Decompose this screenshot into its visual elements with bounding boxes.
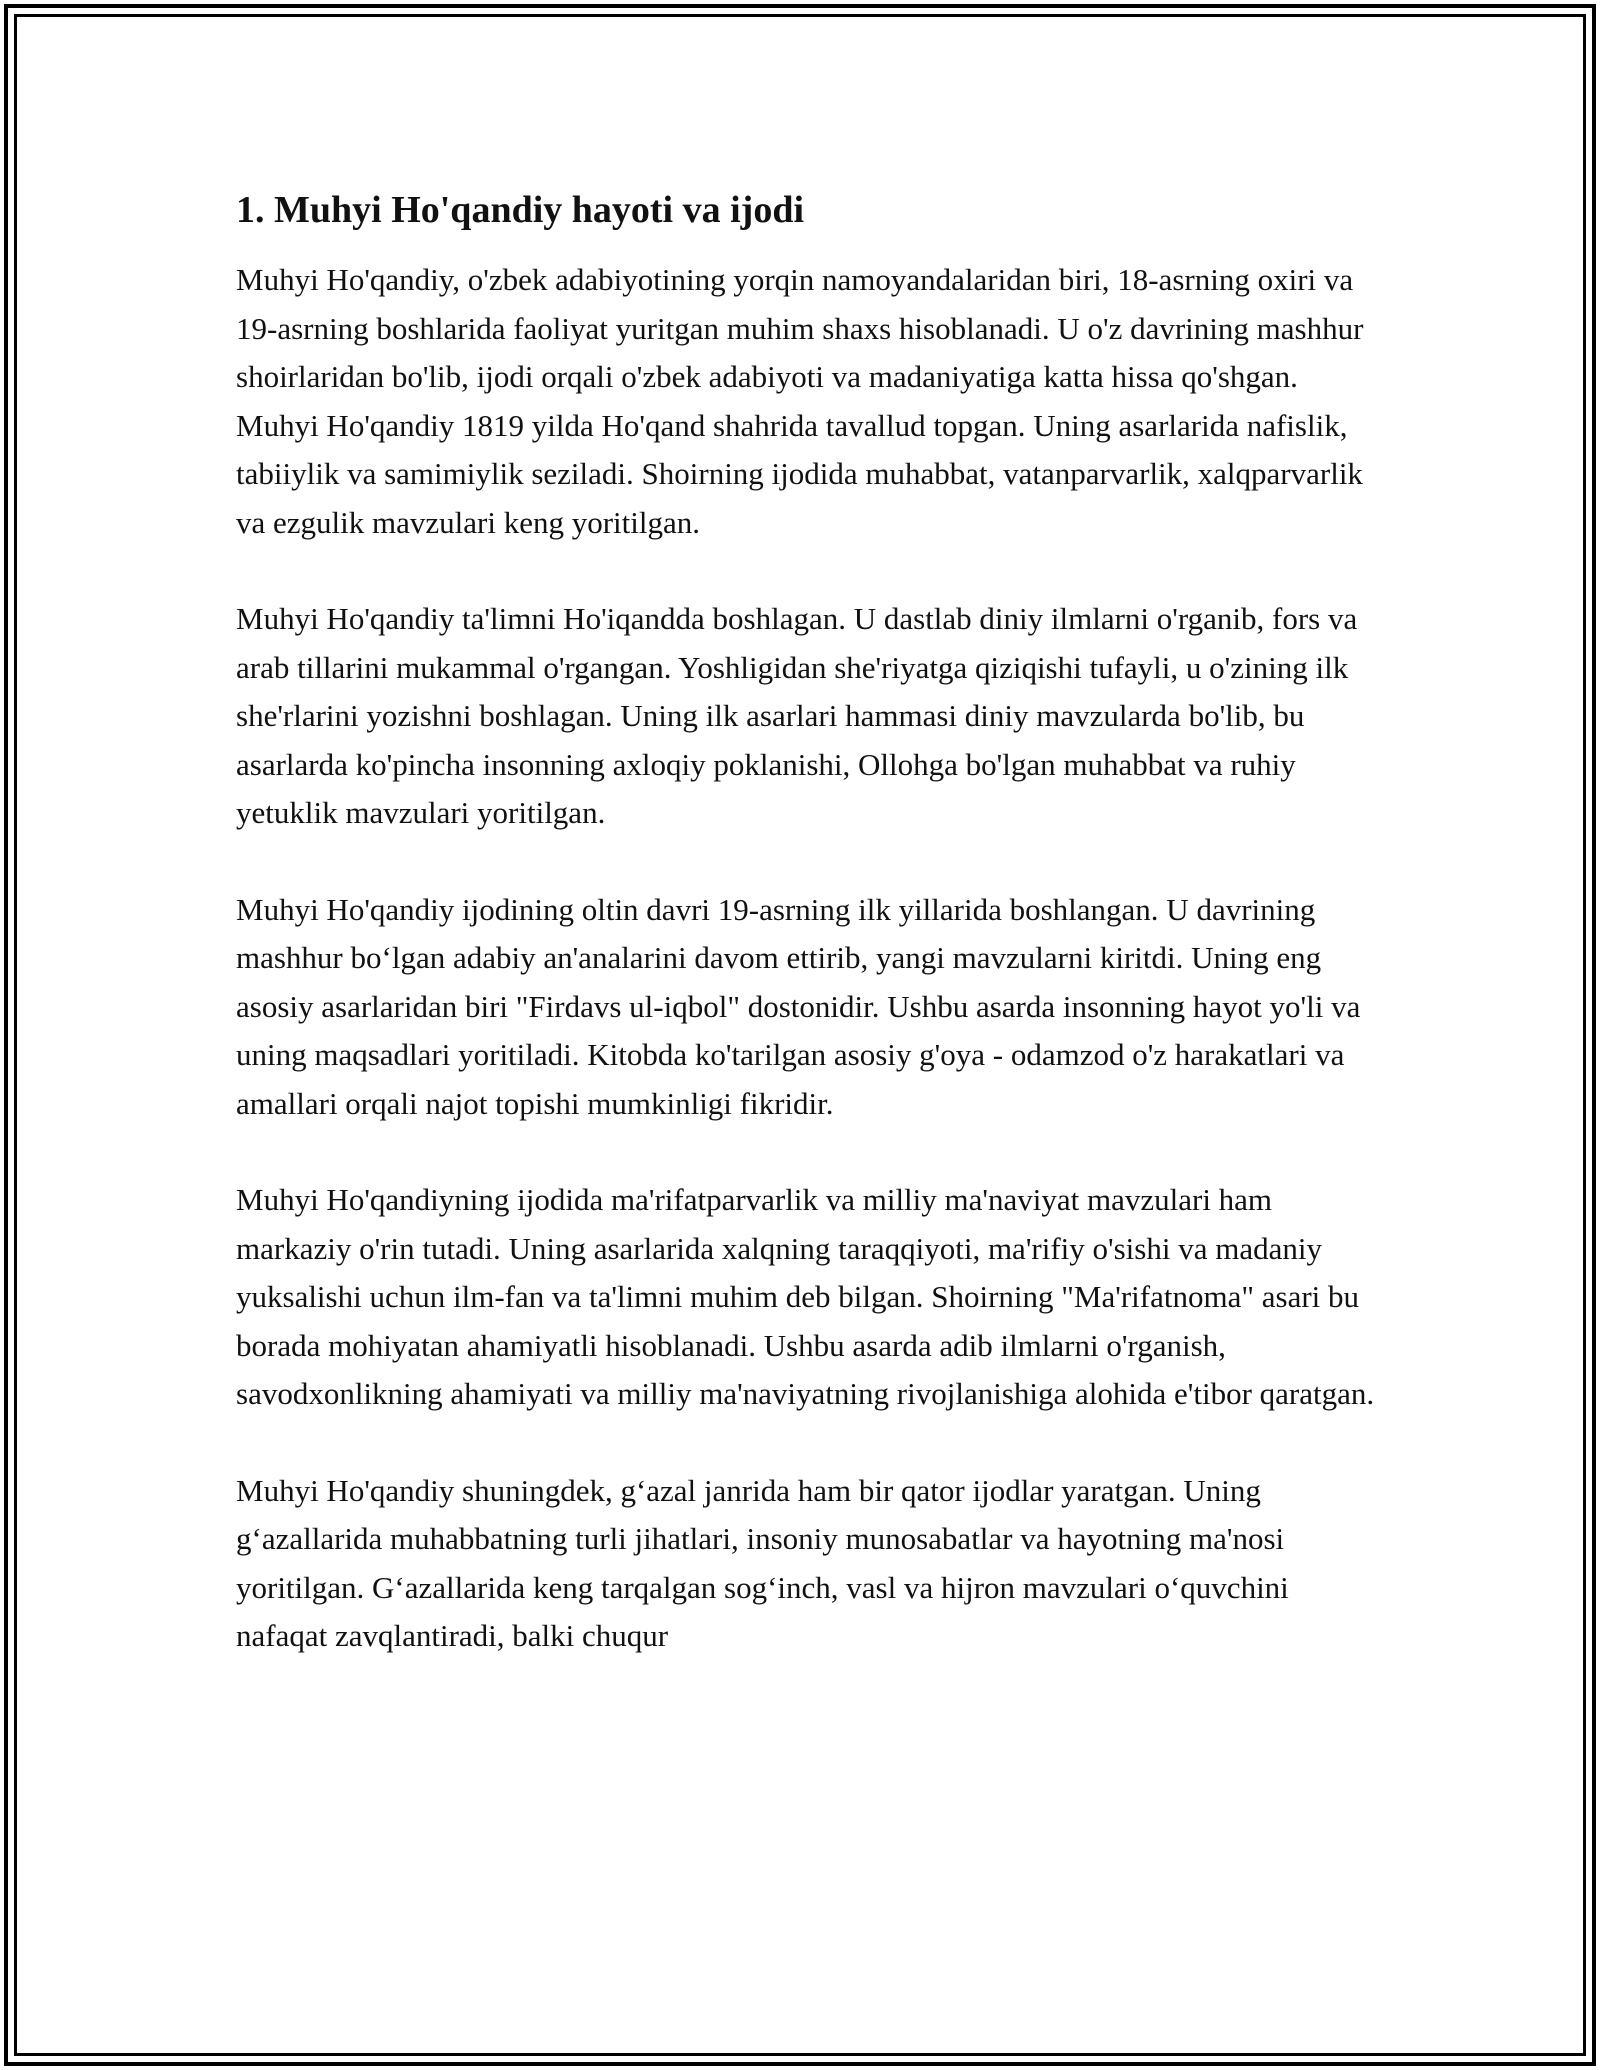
paragraph-1: Muhyi Ho'qandiy, o'zbek adabiyotining yorqin namoyandalaridan biri, 18-asrning oxiri va 19-asrning boshlarida faoliyat yuritgan muhim shaxs hisoblanadi. U o'z davrining mashhur shoirlaridan bo'lib, ijodi orqali o'zbek adabiyoti va madaniyatiga katta hissa qo'shgan. Muhyi Ho'qandiy 1819 yilda Ho'qand shahrida tavallud topgan. Uning asarlarida nafislik, tabiiylik va samimiylik seziladi. Shoirning ijodida muhabbat, vatanparvarlik, xalqparvarlik va ezgulik mavzulari keng yoritilgan. <box>236 262 1364 540</box>
document-body <box>236 186 1376 1709</box>
paragraph-4: Muhyi Ho'qandiyning ijodida ma'rifatparvarlik va milliy ma'naviyat mavzulari ham markaziy o'rin tutadi. Uning asarlarida xalqning taraqqiyoti, ma'rifiy o'sishi va madaniy yuksalishi uchun ilm-fan va ta'limni muhim deb bilgan. Shoirning "Ma'rifatnoma" asari bu borada mohiyatan ahamiyatli hisoblanadi. Ushbu asarda adib ilmlarni o'rganish, savodxonlikning ahamiyati va milliy ma'naviyatning rivojlanishiga alohida e'tibor qaratgan. <box>236 1182 1375 1411</box>
paragraph-3: Muhyi Ho'qandiy ijodining oltin davri 19-asrning ilk yillarida boshlangan. U davrining mashhur bo‘lgan adabiy an'analarini davom ettirib, yangi mavzularni kiritdi. Uning eng asosiy asarlaridan biri "Firdavs ul-iqbol" dostonidir. Ushbu asarda insonning hayot yo'li va uning maqsadlari yoritiladi. Kitobda ko'tarilgan asosiy g'oya - odamzod o'z harakatlari va amallari orqali najot topishi mumkinligi fikridir. <box>236 891 1361 1121</box>
paragraph-2: Muhyi Ho'qandiy ta'limni Ho'iqandda boshlagan. U dastlab diniy ilmlarni o'rganib, fors va arab tillarini mukammal o'rgangan. Yoshligidan she'riyatga qiziqishi tufayli, u o'zining ilk she'rlarini yozishni boshlagan. Uning ilk asarlari hammasi diniy mavzularda bo'lib, bu asarlarda ko'pincha insonning axloqiy poklanishi, Ollohga bo'lgan muhabbat va ruhiy yetuklik mavzulari yoritilgan. <box>236 601 1358 830</box>
paragraph-5: Muhyi Ho'qandiy shuningdek, g‘azal janrida ham bir qator ijodlar yaratgan. Uning g‘azallarida muhabbatning turli jihatlari, insoniy munosabatlar va hayotning ma'nosi yoritilgan. G‘azallarida keng tarqalgan sog‘inch, vasl va hijron mavzulari o‘quvchini nafaqat zavqlantiradi, balki chuqur <box>236 1472 1289 1653</box>
section-heading: 1. Muhyi Ho'qandiy hayoti va ijodi <box>236 189 805 231</box>
